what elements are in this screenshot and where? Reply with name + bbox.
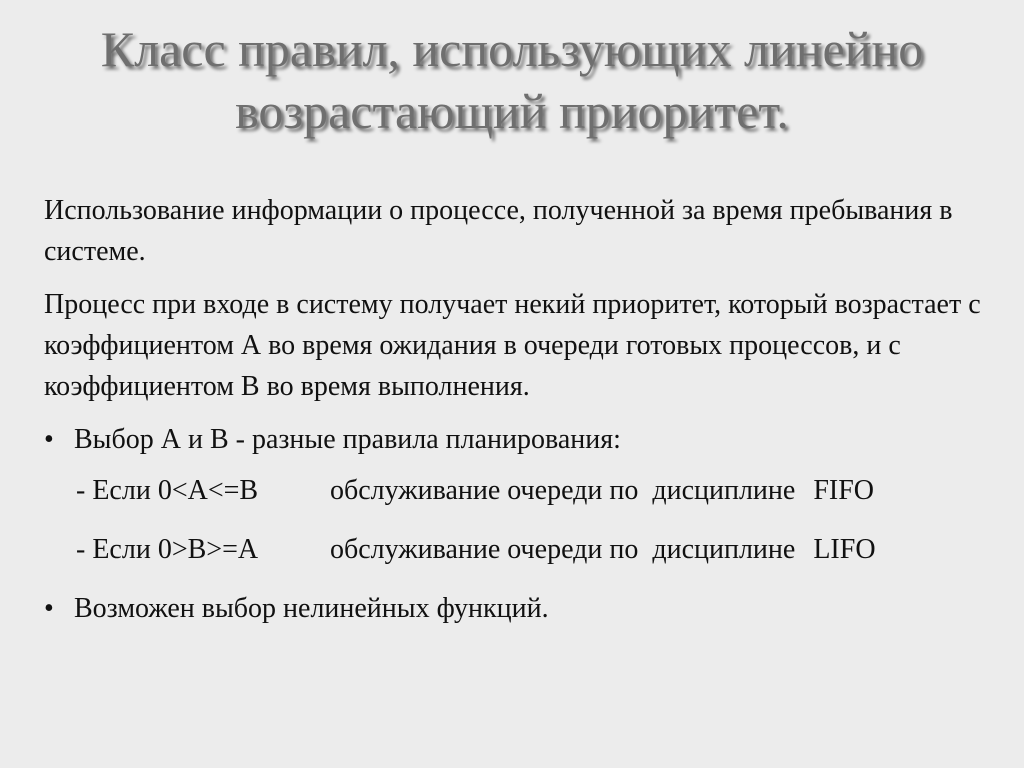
- rule-fifo: [76, 470, 1019, 511]
- rule-description: обслуживание очереди по дисциплине: [330, 475, 796, 506]
- bullet-text: Возможен выбор нелинейных функций.: [74, 593, 549, 624]
- rule-condition: - Если 0>В>=А: [76, 534, 259, 565]
- bullet-marker: •: [44, 593, 54, 624]
- rule-description: обслуживание очереди по дисциплине: [330, 534, 796, 565]
- rule-discipline: FIFO: [813, 475, 875, 506]
- bullet-text: Выбор А и В - разные правила планирования:: [74, 424, 621, 455]
- slide-title: [0, 18, 1024, 142]
- bullet-choice-ab: [44, 419, 1019, 460]
- bullet-marker: •: [44, 424, 54, 455]
- rule-lifo: [76, 529, 1019, 570]
- rule-discipline: LIFO: [813, 534, 876, 565]
- paragraph-info-usage: Использование информации о процессе, полученной за время пребывания в системе.: [44, 195, 953, 267]
- slide-body: [44, 190, 1019, 639]
- title-line-2: возрастающий приоритет.: [235, 83, 789, 139]
- bullet-nonlinear: [44, 588, 1019, 629]
- title-line-1: Класс правил, использующих линейно: [100, 21, 924, 77]
- rule-condition: - Если 0<А<=В: [76, 475, 259, 506]
- paragraph-priority-growth: Процесс при входе в систему получает некий приоритет, который возрастает с коэффициентом А во время ожидания в очереди готовых процессов, и с коэффициентом В во время выполнения.: [44, 289, 981, 402]
